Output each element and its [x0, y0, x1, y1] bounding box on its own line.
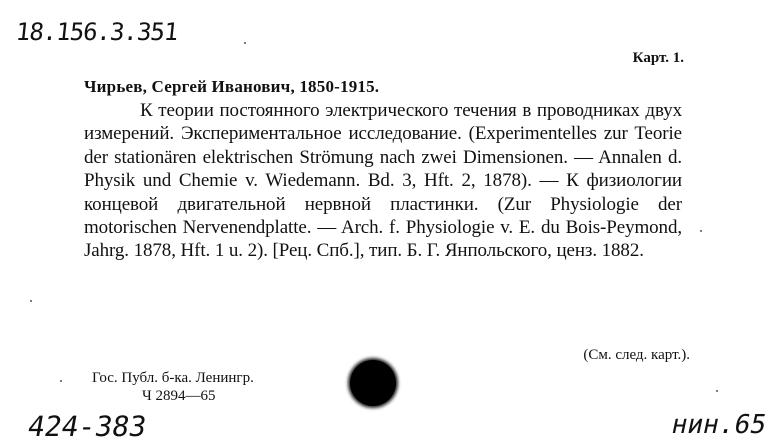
card-number: Карт. 1. — [632, 50, 684, 66]
library-name: Гос. Публ. б-ка. Ленингр. — [92, 370, 254, 386]
see-next-card-note: (См. след. карт.). — [583, 347, 690, 363]
ink-blot — [350, 360, 396, 406]
handwritten-note-right: нин.65 — [668, 410, 769, 440]
speck — [30, 300, 32, 302]
speck — [716, 390, 718, 392]
bibliographic-description: К теории постоянного электрического течения в проводниках двух измерений. Экспериментальное исследование. (Experimentelles zur Teorie der stationären elektrischen Strömung nach zwei Dimensionen. — Annalen d. Physik und Chemie v. Wiedemann. Bd. 3, Hft. 2, 1878). — К физиологии концевой двигательной нервной пластинки. (Zur Physiologie der motorischen Nervenendplatte. — Arch. f. Physiologie v. E. du Bois-Peymond, Jahrg. 1878, Hft. 1 u. 2). [Рец. Спб.], тип. Б. Г. Янпольского, ценз. 1882. — [84, 100, 682, 262]
speck — [244, 42, 246, 44]
call-number: 18.156.3.351 — [14, 18, 179, 46]
shelf-mark: Ч 2894—65 — [142, 388, 216, 404]
library-stamp — [92, 369, 254, 405]
author-heading: Чирьев, Сергей Иванович, 1850-1915. — [84, 77, 380, 96]
handwritten-number-left: 424-383 — [25, 410, 149, 443]
speck — [700, 230, 702, 232]
speck — [60, 380, 62, 382]
